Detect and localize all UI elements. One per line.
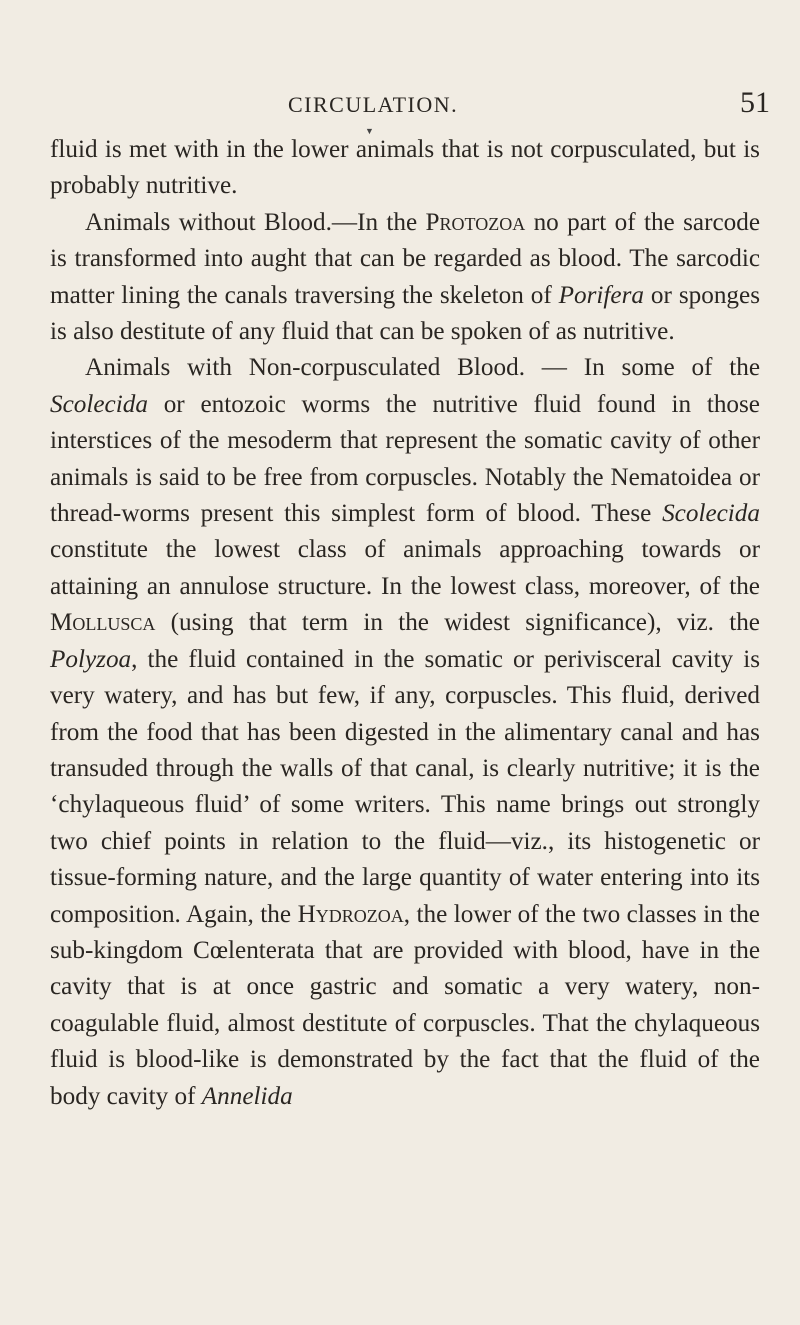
running-head xyxy=(0,86,800,126)
paragraph-non-corpusculated-blood: Animals with Non-corpusculated Blood. — In some of the Scolecida or entozoic worms the nutritive fluid found in those interstices of the mesoderm that represent the somatic cavity of other animals is said to be free from corpuscles. Notably the Nematoidea or thread-worms present this simplest form of blood. These Scolecida constitute the lowest class of animals approaching towards or attaining an annulose structure. In the lowest class, moreover, of the Mollusca (using that term in the widest significance), viz. the Polyzoa, the fluid contained in the somatic or perivisceral cavity is very watery, and has but few, if any, corpuscles. This fluid, derived from the food that has been digested in the alimentary canal and has transuded through the walls of that canal, is clearly nutritive; it is the ‘chylaqueous fluid’ of some writers. This name brings out strongly two chief points in relation to the fluid—viz., its histogenetic or tissue-forming nature, and the large quantity of water entering into its composition. Again, the Hydrozoa, the lower of the two classes in the sub-kingdom Cœlenterata that are provided with blood, have in the cavity that is at once gastric and somatic a very watery, non-coagulable fluid, almost destitute of corpuscles. That the chylaqueous fluid is blood-like is demonstrated by the fact that the fluid of the body cavity of Annelida xyxy=(50,354,760,1110)
page-number: 51 xyxy=(740,86,770,119)
term-hydrozoa: Hydrozoa xyxy=(297,900,404,928)
paragraph-animals-without-blood: Animals without Blood.—In the Protozoa no part of the sarcode is transformed into aught that can be regarded as blood. The sarcodic matter lining the canals traversing the skeleton of Porifera or sponges is also destitute of any fluid that can be spoken of as nutritive. xyxy=(50,208,761,346)
printer-mark-icon: ▼ xyxy=(365,126,374,136)
running-title: CIRCULATION. xyxy=(288,92,459,117)
paragraph-continuation: fluid is met with in the lower animals that is not corpusculated, but is probably nutritive. xyxy=(50,136,760,200)
term-protozoa: Protozoa xyxy=(425,208,526,236)
body-text xyxy=(50,132,760,1115)
term-porifera: Porifera xyxy=(558,281,644,309)
term-scolecida-2: Scolecida xyxy=(662,500,760,528)
term-annelida: Annelida xyxy=(201,1082,293,1110)
term-scolecida: Scolecida xyxy=(50,390,148,418)
term-mollusca: Mollusca xyxy=(50,609,156,637)
term-polyzoa: Polyzoa xyxy=(50,645,132,673)
